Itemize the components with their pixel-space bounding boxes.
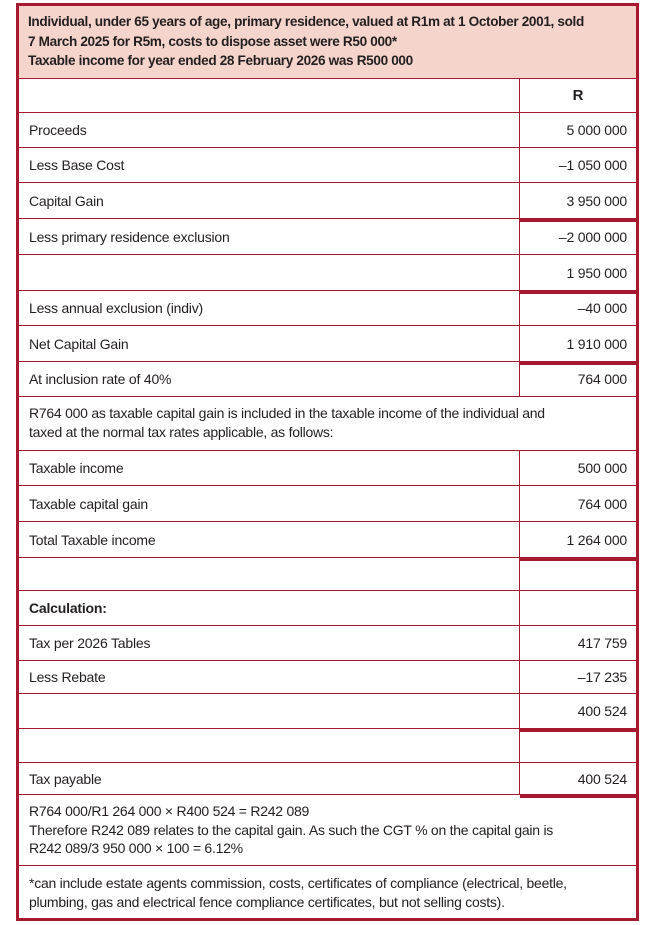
explanation-paragraph: [19, 397, 636, 451]
footnote-line: *can include estate agents commission, costs, certificates of compliance (electrical, beetle,: [29, 875, 567, 891]
table-row-blank: [19, 729, 636, 763]
column-header-label: [19, 79, 520, 112]
table-row-subtotal: [19, 255, 636, 291]
cgt-example-table: [16, 3, 639, 921]
row-label: Less Base Cost: [19, 148, 520, 182]
row-label: Taxable capital gain: [19, 486, 520, 521]
row-value: 1 950 000: [520, 255, 636, 294]
table-row-capital-gain: [19, 183, 636, 219]
table-row-tax-subtotal: [19, 694, 636, 729]
row-label: Tax payable: [19, 763, 520, 794]
row-value: 3 950 000: [520, 183, 636, 222]
row-label: [19, 255, 520, 290]
scenario-line: Taxable income for year ended 28 February 2026 was R500 000: [28, 53, 413, 68]
row-value: 1 910 000: [520, 326, 636, 365]
calculation-heading: Calculation:: [19, 591, 520, 625]
table-row-proceeds: [19, 113, 636, 148]
column-header-row: [19, 79, 636, 113]
column-header-currency: R: [572, 87, 584, 104]
row-label: Tax per 2026 Tables: [19, 626, 520, 660]
row-value: 400 524: [520, 694, 636, 732]
table-row-base-cost: [19, 148, 636, 183]
table-row-rebate: [19, 661, 636, 694]
row-value: [520, 558, 636, 590]
row-value: 764 000: [577, 371, 627, 387]
scenario-line: 7 March 2025 for R5m, costs to dispose asset were R50 000*: [28, 33, 397, 49]
footnote: [19, 866, 636, 918]
row-label: [19, 729, 520, 762]
table-row-taxable-income: [19, 451, 636, 486]
scenario-header: [19, 6, 636, 79]
paragraph-line: R764 000 as taxable capital gain is included in the taxable income of the individual and: [29, 405, 545, 421]
row-label: [19, 558, 520, 590]
table-row-annual-exclusion: [19, 291, 636, 326]
footnote-line: plumbing, gas and electrical fence compliance certificates, but not selling costs).: [29, 893, 505, 910]
row-value: –1 050 000: [558, 157, 627, 173]
row-label: Capital Gain: [19, 183, 520, 218]
row-label: Less Rebate: [19, 661, 520, 693]
scenario-line: Individual, under 65 years of age, primary residence, valued at R1m at 1 October 2001, sold: [28, 14, 584, 29]
table-row-tax-payable: [19, 763, 636, 795]
paragraph-line: taxed at the normal tax rates applicable, as follows:: [29, 423, 334, 440]
cgt-percentage-paragraph: [19, 795, 636, 866]
table-row-taxable-capital-gain: [19, 486, 636, 522]
row-value: [520, 729, 636, 762]
row-label: Less annual exclusion (indiv): [19, 291, 520, 325]
row-label: Less primary residence exclusion: [19, 219, 520, 254]
table-row-tax-per-tables: [19, 626, 636, 661]
row-label: Net Capital Gain: [19, 326, 520, 361]
row-label: Proceeds: [19, 113, 520, 147]
table-row-total-taxable-income: [19, 522, 636, 558]
row-label: At inclusion rate of 40%: [19, 362, 520, 396]
paragraph-line: R764 000/R1 264 000 × R400 524 = R242 089: [29, 803, 310, 819]
row-value: –2 000 000: [558, 228, 627, 245]
paragraph-line: R242 089/3 950 000 × 100 = 6.12%: [29, 840, 243, 856]
row-label: Total Taxable income: [19, 522, 520, 557]
table-row-primary-residence-exclusion: [19, 219, 636, 255]
row-label: [19, 694, 520, 728]
table-row-blank: [19, 558, 636, 591]
row-value: 417 759: [577, 635, 627, 651]
row-value: 500 000: [577, 460, 627, 476]
row-value: 764 000: [577, 495, 627, 512]
row-label: Taxable income: [19, 451, 520, 485]
row-value: 5 000 000: [566, 122, 627, 138]
table-row-inclusion-rate: [19, 362, 636, 397]
table-row-calculation-heading: [19, 591, 636, 626]
row-value: 1 264 000: [520, 522, 636, 561]
row-value: 400 524: [520, 763, 636, 798]
paragraph-line: Therefore R242 089 relates to the capital gain. As such the CGT % on the capital gain is: [29, 821, 554, 838]
row-value: –17 235: [577, 669, 627, 685]
table-row-net-capital-gain: [19, 326, 636, 362]
row-value: [520, 591, 636, 625]
row-value: –40 000: [577, 300, 627, 316]
